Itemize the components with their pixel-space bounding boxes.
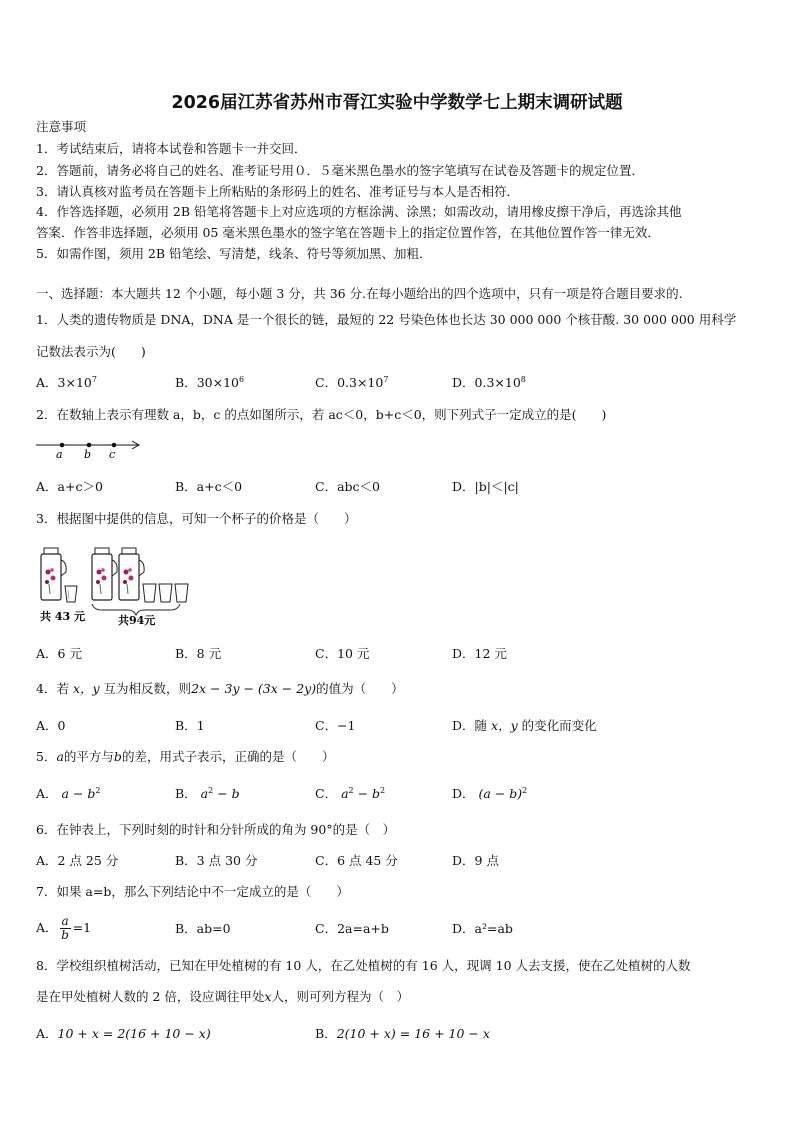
group-2-price: 共94元 (118, 614, 156, 627)
option-d: D．随 x，y 的变化而变化 (452, 718, 597, 733)
question-1-stem-cont: 记数法表示为( ) (36, 344, 146, 359)
option-d: D．|b|＜|c| (452, 479, 519, 494)
option-c: C．abc＜0 (315, 479, 380, 494)
question-5-stem: 5．a的平方与b的差，用式子表示，正确的是（ ） (36, 749, 335, 764)
option-a: A．0 (36, 718, 66, 733)
notice-item: 4．作答选择题，必须用 2B 铅笔将答题卡上对应选项的方框涂满、涂黑；如需改动，请用橡皮擦干净后，再选涂其他 (36, 204, 682, 219)
label-b: b (84, 448, 92, 460)
question-8-stem-cont: 是在甲处植树人数的 2 倍，设应调往甲处x人，则可列方程为（ ） (36, 989, 409, 1004)
cup-icon (159, 584, 172, 602)
option-d: D．a²=ab (452, 921, 513, 936)
question-4-stem: 4．若 x，y 互为相反数，则2x − 3y − (3x − 2y)的值为（ ） (36, 681, 404, 696)
option-b: B．ab=0 (175, 921, 231, 936)
question-7-stem: 7．如果 a=b，那么下列结论中不一定成立的是（ ） (36, 884, 349, 899)
notice-item: 5．如需作图，须用 2B 铅笔绘、写清楚，线条、符号等须加黑、加粗． (36, 246, 432, 261)
option-c: C． $a^2 - b^2$ (315, 785, 386, 801)
question-6-stem: 6．在钟表上，下列时刻的时针和分针所成的角为 90°的是（ ） (36, 822, 396, 837)
option-a: A．10 + x = 2(16 + 10 − x) (36, 1026, 211, 1041)
question-1-stem: 1．人类的遗传物质是 DNA，DNA 是一个很长的链，最短的 22 号染色体也长达 30 000 000 个核苷酸. 30 000 000 用科学 (36, 312, 737, 327)
label-c: c (109, 448, 116, 460)
thermos-cups-figure (36, 542, 196, 628)
point-b (87, 443, 92, 448)
option-c: C．10 元 (315, 646, 370, 661)
page-title: 2026届江苏省苏州市胥江实验中学数学七上期末调研试题 (171, 93, 623, 113)
group-1-price: 共 43 元 (40, 610, 85, 623)
option-a: A． $a - b^2$ (36, 785, 101, 801)
option-a: A． $\frac{a}{b}$ =1 (36, 914, 92, 942)
option-d: D．$0.3\times 10^8$ (452, 374, 526, 390)
question-2-stem: 2．在数轴上表示有理数 a，b，c 的点如图所示，若 ac＜0，b+c＜0，则下列式子一定成立的是( ) (36, 407, 607, 422)
option-b: B．3 点 30 分 (175, 853, 258, 868)
option-a: A．a+c＞0 (36, 479, 103, 494)
option-a: A．$3\times 10^7$ (36, 374, 97, 390)
option-b: B．8 元 (175, 646, 222, 661)
option-b: B．a+c＜0 (175, 479, 243, 494)
section-heading: 一、选择题：本大题共 12 个小题，每小题 3 分，共 36 分.在每小题给出的四个选项中，只有一项是符合题目要求的. (36, 286, 683, 301)
option-b: B．$30\times 10^6$ (175, 374, 245, 390)
option-b: B．1 (175, 718, 205, 733)
label-a: a (56, 448, 63, 460)
option-a: A．6 元 (36, 646, 82, 661)
question-3-stem: 3．根据图中提供的信息，可知一个杯子的价格是（ ） (36, 511, 357, 526)
option-c: C．2a=a+b (315, 921, 389, 936)
question-8-stem: 8．学校组织植树活动，已知在甲处植树的有 10 人，在乙处植树的有 16 人，现调 10 人去支援，使在乙处植树的人数 (36, 958, 691, 973)
notice-item: 答案．作答非选择题，必须用 05 毫米黑色墨水的签字笔在答题卡上的指定位置作答，在其他位置作答一律无效． (36, 225, 660, 240)
option-d: D． $(a - b)^2$ (452, 785, 528, 801)
notice-item: 3．请认真核对监考员在答题卡上所粘贴的条形码上的姓名、准考证号与本人是否相符． (36, 184, 519, 199)
option-b: B．2(10 + x) = 16 + 10 − x (315, 1026, 490, 1041)
point-c (112, 443, 117, 448)
number-line-figure (34, 436, 146, 460)
option-d: D．12 元 (452, 646, 507, 661)
option-c: C．6 点 45 分 (315, 853, 398, 868)
fraction: $\frac{a}{b}$ (61, 914, 69, 942)
notice-item: 2．答题前，请务必将自己的姓名、准考证号用０．５毫米黑色墨水的签字笔填写在试卷及答题卡的规定位置． (36, 163, 644, 178)
cup-icon (65, 586, 77, 602)
option-d: D．9 点 (452, 853, 499, 868)
point-a (60, 443, 65, 448)
thermos-icon (119, 548, 144, 600)
notice-heading: 注意事项 (36, 119, 87, 134)
option-b: B． $a^2 - b$ (175, 785, 240, 801)
cup-icon (175, 584, 188, 602)
option-a: A．2 点 25 分 (36, 853, 119, 868)
thermos-icon (92, 548, 117, 600)
cup-icon (143, 584, 156, 602)
notice-item: 1．考试结束后，请将本试卷和答题卡一并交回． (36, 141, 307, 156)
option-c: C．−1 (315, 718, 356, 733)
option-c: C．$0.3\times 10^7$ (315, 374, 389, 390)
thermos-icon (41, 548, 66, 600)
